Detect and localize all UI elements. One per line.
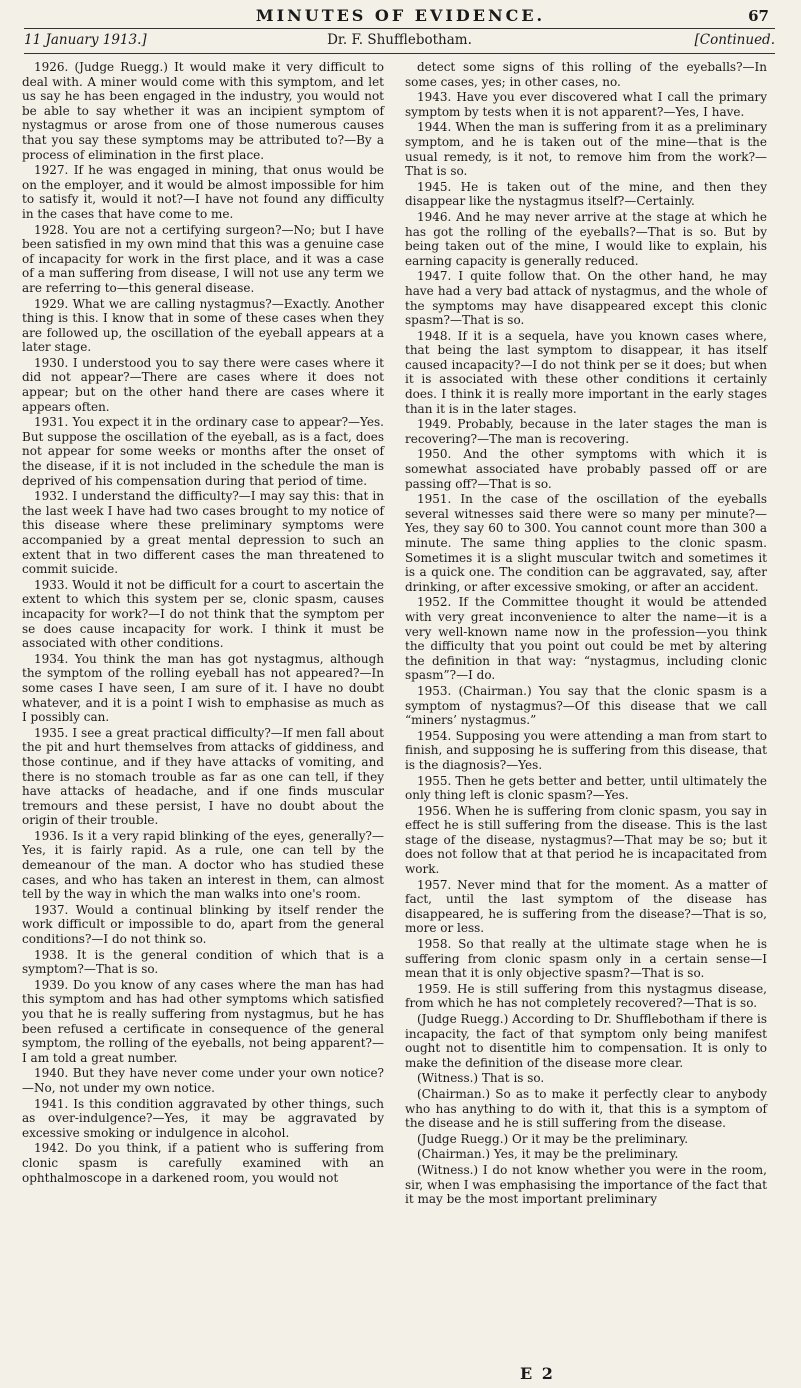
right-column	[405, 60, 767, 1208]
evidence-paragraph: 1927. If he was engaged in mining, that onus would be on the employer, and it would be almost impossible for him to satisfy it, would it not?—I have not found any difficulty in the cases that have come to me.	[22, 163, 384, 221]
evidence-paragraph: 1939. Do you know of any cases where the man has had this symptom and has had other symptoms which satisfied you that he is really suffering from nystagmus, but he has been refused a certificate in consequence of the general symptom, the rolling of the eyeballs, not being apparent?—I am told a great number.	[22, 977, 384, 1065]
evidence-paragraph: (Chairman.) So as to make it perfectly clear to anybody who has anything to do with it, that this is a symptom of the disease and he is still suffering from the disease.	[405, 1086, 767, 1131]
evidence-paragraph: 1929. What we are calling nystagmus?—Exactly. Another thing is this. I know that in some of these cases when they are followed up, the oscillation of the eyeball appears at a later stage.	[22, 296, 384, 355]
evidence-paragraph: 1954. Supposing you were attending a man from start to finish, and supposing he is suffering from this disease, that is the diagnosis?—Yes.	[405, 728, 767, 772]
continued-note: [Continued.	[694, 32, 775, 48]
evidence-paragraph: 1949. Probably, because in the later stages the man is recovering?—The man is recovering.	[405, 417, 767, 446]
signature-mark: E 2	[520, 1364, 555, 1383]
evidence-paragraph: 1950. And the other symptoms with which it is somewhat associated have probably passed off or are passing off?—That is so.	[405, 447, 767, 491]
evidence-paragraph: 1936. Is it a very rapid blinking of the eyes, generally?—Yes, it is fairly rapid. As a rule, one can tell by the demeanour of the man. A doctor who has studied these cases, and who has taken an interest in them, can almost tell by the way in which the man walks into one's room.	[22, 828, 384, 902]
evidence-paragraph: detect some signs of this rolling of the eyeballs?—In some cases, yes; in other cases, no.	[405, 60, 767, 89]
evidence-paragraph: 1947. I quite follow that. On the other hand, he may have had a very bad attack of nystagmus, and the whole of the symptoms may have disappeared except this clonic spasm?—That is so.	[405, 269, 767, 328]
evidence-paragraph: 1955. Then he gets better and better, until ultimately the only thing left is clonic spasm?—Yes.	[405, 773, 767, 803]
evidence-paragraph: 1951. In the case of the oscillation of the eyeballs several witnesses said there were so many per minute?—Yes, they say 60 to 300. You cannot count more than 300 a minute. The same thing applies to the clonic spasm. Sometimes it is a slight muscular twitch and sometimes it is a quick one. The condition can be aggravated, say, after drinking, or after excessive smoking, or after an accident.	[405, 492, 767, 594]
evidence-paragraph: 1957. Never mind that for the moment. As a matter of fact, until the last symptom of the disease has disappeared, he is suffering from the disease?—That is so, more or less.	[405, 877, 767, 936]
evidence-paragraph: 1938. It is the general condition of which that is a symptom?—That is so.	[22, 947, 384, 977]
evidence-paragraph: 1935. I see a great practical difficulty?—If men fall about the pit and hurt themselves from attacks of giddiness, and those continue, and if they have attacks of vomiting, and there is no stomach trouble as far as one can tell, if they have attacks of headache, and if one finds muscular tremours and these persist, I have no doubt about the origin of their trouble.	[22, 725, 384, 828]
evidence-paragraph: 1945. He is taken out of the mine, and then they disappear like the nystagmus itself?—Certainly.	[405, 179, 767, 209]
evidence-paragraph: 1931. You expect it in the ordinary case to appear?—Yes. But suppose the oscillation of the eyeball, as is a fact, does not appear for some weeks or months after the onset of the disease, if it is not included in the schedule the man is deprived of his compensation during that period of time.	[22, 415, 384, 488]
page-number: 67	[748, 7, 769, 25]
sub-header	[24, 28, 775, 54]
evidence-paragraph: (Judge Ruegg.) Or it may be the preliminary.	[417, 1131, 689, 1146]
evidence-paragraph: 1941. Is this condition aggravated by other things, such as over-indulgence?—Yes, it may be aggravated by excessive smoking or indulgence in alcohol.	[22, 1096, 384, 1140]
evidence-paragraph: 1943. Have you ever discovered what I call the primary symptom by tests when it is not apparent?—Yes, I have.	[405, 90, 767, 119]
left-column	[22, 60, 384, 1186]
evidence-paragraph: 1928. You are not a certifying surgeon?—No; but I have been satisfied in my own mind that this was a genuine case of incapacity for work in the first place, and it was a case of a man suffering from disease, I will not use any term we are referring to—this general disease.	[22, 222, 384, 295]
evidence-paragraph: (Judge Ruegg.) According to Dr. Shufflebotham if there is incapacity, the fact of that symptom only being manifest ought not to disentitle him to compensation. It is only to make the definition of the disease more clear.	[405, 1012, 767, 1070]
evidence-paragraph: 1942. Do you think, if a patient who is suffering from clonic spasm is carefully examined with an ophthalmoscope in a darkened room, you would not	[22, 1141, 384, 1185]
evidence-paragraph: 1932. I understand the difficulty?—I may say this: that in the last week I have had two cases brought to my notice of this disease where these preliminary symptoms were accompanied by a great mental depression to such an extent that in two different cases the man threatened to commit suicide.	[22, 489, 384, 577]
evidence-paragraph: 1937. Would a continual blinking by itself render the work difficult or impossible to do, apart from the general conditions?—I do not think so.	[22, 902, 384, 947]
session-date: 11 January 1913.]	[24, 32, 147, 48]
evidence-paragraph: 1952. If the Committee thought it would be attended with very great inconvenience to alter the name—it is a very well-known name now in the profession—you think the difficulty that you point out could be met by altering the definition in that way: “nystagmus, including clonic spasm”?—I do.	[405, 595, 767, 683]
witness-name: Dr. F. Shufflebotham.	[327, 32, 472, 48]
evidence-paragraph: (Chairman.) Yes, it may be the preliminary.	[417, 1147, 679, 1162]
evidence-paragraph: 1934. You think the man has got nystagmus, although the symptom of the rolling eyeball has not appeared?—In some cases I have seen, I am sure of it. I have no doubt whatever, and it is a point I wish to emphasise as much as I possibly can.	[22, 651, 384, 725]
evidence-paragraph: (Witness.) That is so.	[417, 1071, 545, 1086]
running-title: MINUTES OF EVIDENCE.	[255, 6, 546, 25]
evidence-paragraph: 1940. But they have never come under your own notice?—No, not under my own notice.	[22, 1066, 384, 1095]
evidence-paragraph: 1958. So that really at the ultimate stage when he is suffering from clonic spasm only in a certain sense—I mean that it is only objective spasm?—That is so.	[405, 937, 767, 981]
evidence-paragraph: 1956. When he is suffering from clonic spasm, you say in effect he is still suffering from the disease. This is the last stage of the disease, nystagmus?—That may be so; but it does not follow that at that period he is incapacitated from work.	[405, 803, 767, 877]
evidence-paragraph: 1946. And he may never arrive at the stage at which he has got the rolling of the eyeballs?—That is so. But by being taken out of the mine, I would like to explain, his earning capacity is generally reduced.	[405, 209, 767, 268]
evidence-paragraph: (Witness.) I do not know whether you were in the room, sir, when I was emphasising the importance of the fact that it may be the most important preliminary	[405, 1162, 767, 1207]
evidence-paragraph: 1953. (Chairman.) You say that the clonic spasm is a symptom of nystagmus?—Of this disease that we call “miners’ nystagmus.”	[405, 683, 767, 728]
evidence-paragraph: 1944. When the man is suffering from it as a preliminary symptom, and he is taken out of the mine—that is the usual remedy, is it not, to remove him from the work?—That is so.	[405, 120, 767, 179]
running-head	[0, 4, 801, 28]
evidence-paragraph: 1948. If it is a sequela, have you known cases where, that being the last symptom to disappear, it has itself caused incapacity?—I do not think per se it does; but when it is associated with these other conditions it certainly does. I think it is really more important in the early stages than it is in the later stages.	[405, 328, 767, 416]
evidence-paragraph: 1930. I understood you to say there were cases where it did not appear?—There are cases where it does not appear; but on the other hand there are cases where it appears often.	[22, 355, 384, 414]
evidence-paragraph: 1926. (Judge Ruegg.) It would make it very difficult to deal with. A miner would come with this symptom, and let us say he has been engaged in the industry, you would not be able to say whether it was an incipient symptom of nystagmus or arose from one of those numerous causes that you say these symptoms may be attributed to?—By a process of elimination in the first place.	[22, 60, 384, 162]
evidence-paragraph: 1959. He is still suffering from this nystagmus disease, from which he has not completely recovered?—That is so.	[405, 981, 767, 1011]
evidence-paragraph: 1933. Would it not be difficult for a court to ascertain the extent to which this system per se, clonic spasm, causes incapacity for work?—I do not think that the symptom per se does cause incapacity for work. I think it must be associated with other conditions.	[22, 577, 384, 651]
